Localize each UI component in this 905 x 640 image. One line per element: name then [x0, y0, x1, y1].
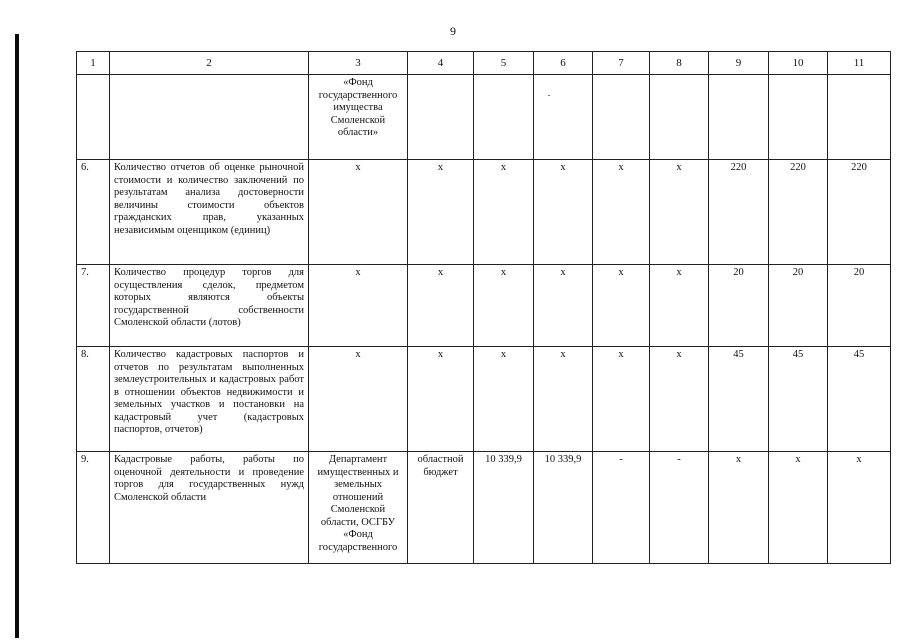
table-cell: х — [828, 452, 891, 564]
page-number: 9 — [450, 24, 456, 38]
table-cell: 45 — [828, 347, 891, 452]
table-cell: 220 — [828, 160, 891, 265]
row-description: Количество процедур торгов для осуществления сделок, предметом которых являются объекты государственной собственности Смоленской области (лотов) — [110, 265, 309, 347]
table-cell: х — [593, 160, 650, 265]
col-header: 9 — [709, 52, 769, 75]
table-cell: 20 — [709, 265, 769, 347]
table-cell: - — [593, 452, 650, 564]
col-header: 8 — [650, 52, 709, 75]
table-row — [77, 452, 891, 564]
table-cell: х — [474, 160, 534, 265]
table-cell: 20 — [769, 265, 828, 347]
row-description: Количество кадастровых паспортов и отчетов по результатам выполненных землеустроительных и кадастровых работ в отношении объектов недвижимости и земельных участков и постановки на кадастровый учет (кадастровых паспортов, отчетов) — [110, 347, 309, 452]
program-table — [76, 51, 891, 564]
table-cell — [77, 75, 110, 160]
amount-cell: 10 339,9 — [534, 452, 593, 564]
table-cell — [534, 75, 593, 160]
table-cell: 220 — [769, 160, 828, 265]
col-header: 3 — [309, 52, 408, 75]
column-numbers-row — [77, 52, 891, 75]
table-cell: х — [534, 347, 593, 452]
responsible-cell: «Фонд государственного имущества Смоленской области» — [309, 75, 408, 160]
table-row — [77, 160, 891, 265]
col-header: 4 — [408, 52, 474, 75]
table-cell: х — [408, 160, 474, 265]
table-cell: х — [534, 265, 593, 347]
table-cell — [593, 75, 650, 160]
table-cell: 20 — [828, 265, 891, 347]
table-cell: х — [650, 347, 709, 452]
amount-cell: 10 339,9 — [474, 452, 534, 564]
table-cell: х — [709, 452, 769, 564]
table-cell — [110, 75, 309, 160]
funding-source-cell: областной бюджет — [408, 452, 474, 564]
row-number: 6. — [77, 160, 110, 265]
scan-dot — [548, 95, 550, 96]
table-row — [77, 265, 891, 347]
table-cell: х — [593, 265, 650, 347]
table-cell: 220 — [709, 160, 769, 265]
col-header: 5 — [474, 52, 534, 75]
row-description: Количество отчетов об оценке рыночной стоимости и количество заключений по результатам анализа достоверности величины стоимости объектов гражданских прав, указанных независимым оценщиком (единиц) — [110, 160, 309, 265]
table-cell: х — [593, 347, 650, 452]
table-cell: х — [408, 265, 474, 347]
col-header: 2 — [110, 52, 309, 75]
col-header: 10 — [769, 52, 828, 75]
row-number: 7. — [77, 265, 110, 347]
table-row — [77, 347, 891, 452]
table-cell — [828, 75, 891, 160]
table-cell — [769, 75, 828, 160]
table-cell: 45 — [769, 347, 828, 452]
table-cell: х — [474, 347, 534, 452]
table-cell — [474, 75, 534, 160]
table-cell: - — [650, 452, 709, 564]
table-cell: х — [309, 347, 408, 452]
row-description: Кадастровые работы, работы по оценочной деятельности и проведение торгов для государственных нужд Смоленской области — [110, 452, 309, 564]
table-row-continuation — [77, 75, 891, 160]
table-cell: х — [309, 160, 408, 265]
row-number: 9. — [77, 452, 110, 564]
row-number: 8. — [77, 347, 110, 452]
table-cell: х — [650, 160, 709, 265]
table-cell — [650, 75, 709, 160]
col-header: 6 — [534, 52, 593, 75]
table-cell: х — [650, 265, 709, 347]
col-header: 1 — [77, 52, 110, 75]
col-header: 7 — [593, 52, 650, 75]
table-cell — [408, 75, 474, 160]
table-cell: х — [769, 452, 828, 564]
col-header: 11 — [828, 52, 891, 75]
table-cell: 45 — [709, 347, 769, 452]
table-cell: х — [534, 160, 593, 265]
table-cell: х — [408, 347, 474, 452]
table-cell: х — [474, 265, 534, 347]
responsible-cell: Департамент имущественных и земельных отношений Смоленской области, ОСГБУ «Фонд государственного — [309, 452, 408, 564]
margin-bar — [15, 34, 19, 638]
table-cell: х — [309, 265, 408, 347]
table-cell — [709, 75, 769, 160]
